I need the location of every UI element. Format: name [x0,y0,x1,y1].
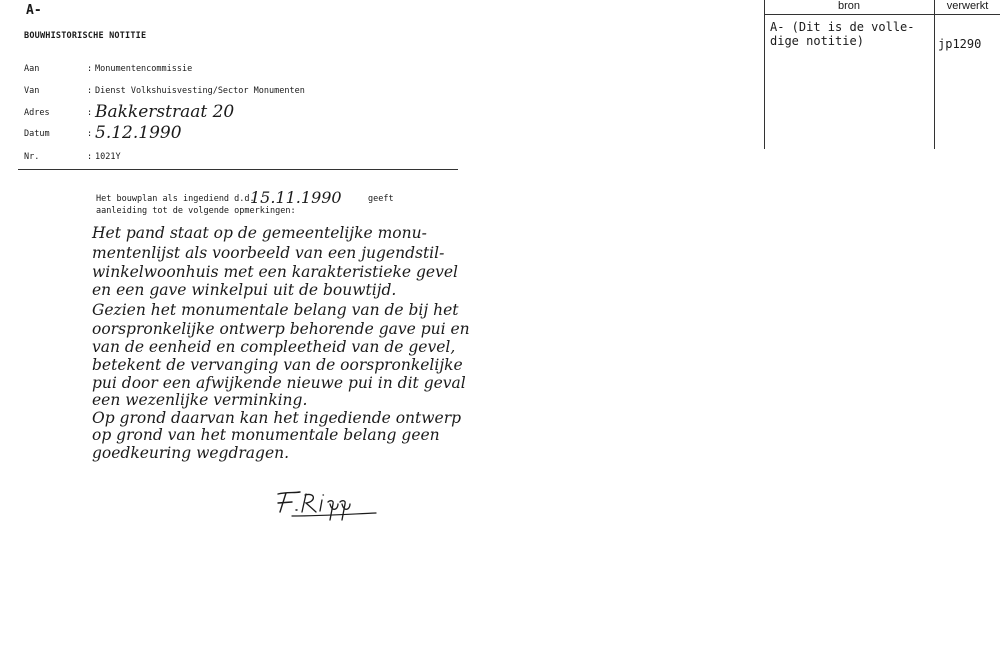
intro-text-end: geeft [368,194,394,204]
registration-box [764,0,1000,149]
field-label-van: Van [24,86,40,96]
handwritten-line: mentenlijst als voorbeeld van een jugendstil- [92,244,445,262]
handwritten-line: op grond van het monumentale belang geen [92,426,440,444]
field-colon: : [87,64,93,74]
handwritten-line: winkelwoonhuis met een karakteristieke gevel [92,263,458,281]
handwritten-line: een wezenlijke verminking. [92,391,308,409]
field-value-nr: 1021Y [95,152,121,162]
intro-date: 15.11.1990 [250,188,342,207]
handwritten-line: Op grond daarvan kan het ingediende ontwerp [92,409,462,427]
handwritten-line: goedkeuring wegdragen. [92,444,290,462]
field-label-aan: Aan [24,64,40,74]
field-value-adres: Bakkerstraat 20 [95,102,235,122]
box-header-rule [764,14,1000,15]
handwritten-line: betekent de vervanging van de oorspronkelijke [92,356,463,374]
column-header-bron: bron [837,0,861,12]
column-header-verwerkt: verwerkt [946,0,989,12]
page-mark: A- [26,3,42,18]
document-title: BOUWHISTORISCHE NOTITIE [24,31,147,41]
field-colon: : [87,108,93,118]
header-divider [18,169,458,170]
intro-text: aanleiding tot de volgende opmerkingen: [96,206,296,216]
verwerkt-entry: jp1290 [938,37,982,51]
handwritten-line: van de eenheid en compleetheid van de gevel, [92,338,456,356]
field-value-aan: Monumentencommissie [95,64,193,74]
field-label-adres: Adres [24,108,50,118]
handwritten-line: en een gave winkelpui uit de bouwtijd. [92,281,397,299]
field-value-van: Dienst Volkshuisvesting/Sector Monumenten [95,86,305,96]
handwritten-line: oorspronkelijke ontwerp behorende gave pui en [92,320,470,338]
intro-text: Het bouwplan als ingediend d.d. [96,194,255,204]
bron-entry: A- (Dit is de volle- dige notitie) [770,20,915,48]
handwritten-line: Het pand staat op de gemeentelijke monu- [92,224,427,242]
field-label-nr: Nr. [24,152,40,162]
field-value-datum: 5.12.1990 [95,123,182,143]
field-colon: : [87,152,93,162]
field-colon: : [87,86,93,96]
handwritten-line: Gezien het monumentale belang van de bij het [92,301,459,319]
box-border-left [764,0,765,149]
box-column-divider [934,0,935,149]
field-colon: : [87,129,93,139]
signature [272,486,380,526]
field-label-datum: Datum [24,129,50,139]
handwritten-line: pui door een afwijkende nieuwe pui in dit geval [92,374,466,392]
